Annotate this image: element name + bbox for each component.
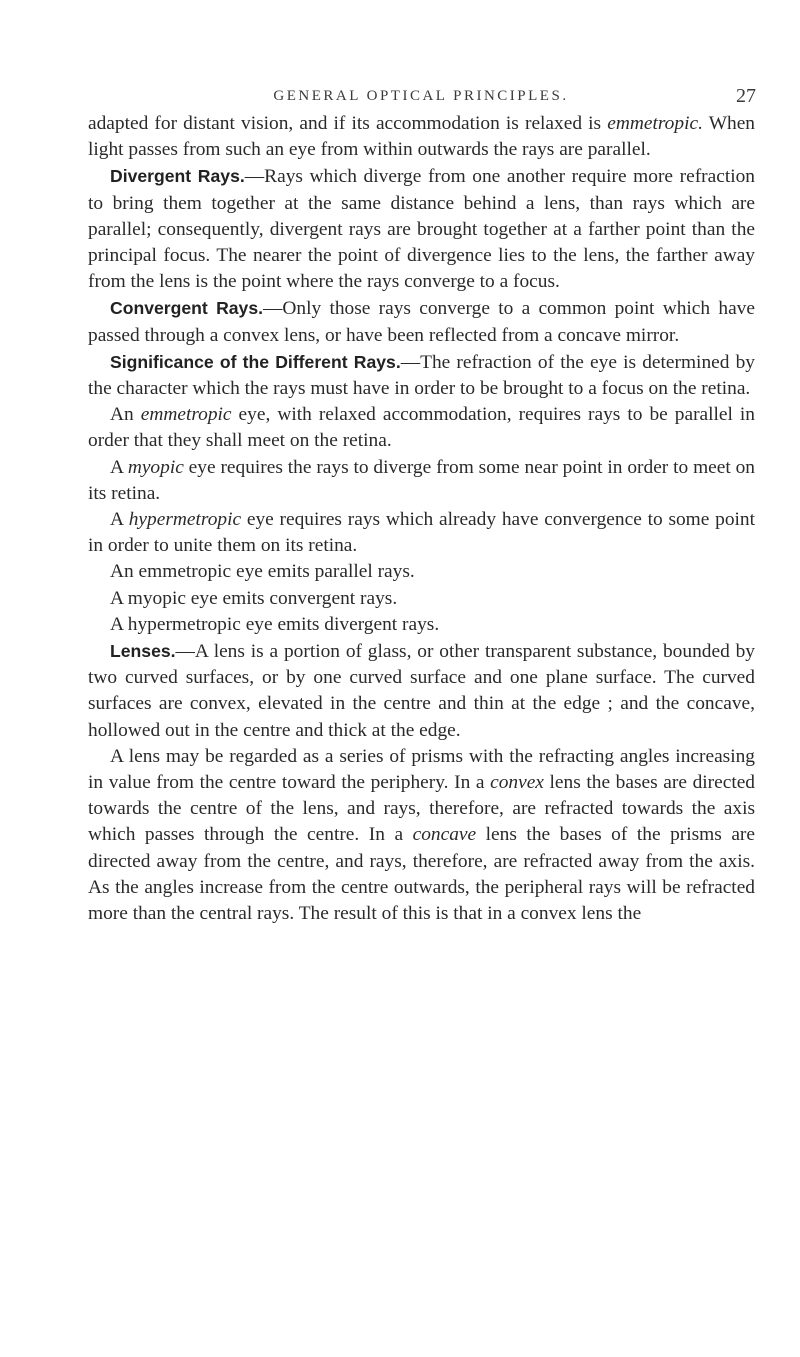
- term-convex: convex: [490, 772, 544, 794]
- section-heading-lenses: Lenses.: [110, 641, 176, 662]
- term-myopic: myopic: [127, 456, 184, 478]
- term-concave: concave: [412, 824, 477, 846]
- paragraph-emmetropic-eye: An emmetropic eye, with relaxed accommodation, requires rays to be parallel in order that they shall meet on the retina.: [88, 404, 756, 452]
- body-text: [88, 111, 755, 927]
- page-number: 27: [736, 85, 756, 107]
- paragraph-lens-prisms: A lens may be regarded as a series of prisms with the refracting angles increasing in value from the centre toward the periphery. In a convex lens the bases are directed towards the centre of the lens, and rays, therefore, are refracted towards the axis which passes through the centre. In a concave lens the bases of the prisms are directed away from the centre, and rays, therefore, are refracted away from the axis. As the angles increase from the centre outwards, the peripheral rays will be refracted more than the central rays. The result of this is that in a convex lens the: [88, 745, 756, 925]
- paragraph-myopic-eye: A myopic eye requires the rays to diverge from some near point in order to meet on its retina.: [88, 456, 756, 504]
- paragraph-myopic-emits: A myopic eye emits convergent rays.: [110, 587, 398, 609]
- paragraph-significance: Significance of the Different Rays.—The refraction of the eye is determined by the character which the rays must have in order to be brought to a focus on the retina.: [88, 351, 755, 400]
- paragraph-emmetropic-definition: adapted for distant vision, and if its accommodation is relaxed is emmetropic. When light passes from such an eye from within outwards the rays are parallel.: [88, 113, 756, 161]
- section-heading-divergent-rays: Divergent Rays.: [110, 166, 245, 187]
- paragraph-convergent-rays: Convergent Rays.—Only those rays converge to a common point which have passed through a convex lens, or have been reflected from a concave mirror.: [88, 298, 755, 346]
- section-heading-convergent-rays: Convergent Rays.: [110, 298, 264, 319]
- section-heading-significance: Significance of the Different Rays.: [110, 351, 401, 372]
- paragraph-emmetropic-emits: An emmetropic eye emits parallel rays.: [110, 561, 415, 583]
- paragraph-hypermetropic-eye: A hypermetropic eye requires rays which already have convergence to some point in order to unite them on its retina.: [88, 509, 756, 557]
- term-emmetropic: emmetropic.: [607, 113, 703, 134]
- page-header: [86, 85, 756, 112]
- paragraph-hypermetropic-emits: A hypermetropic eye emits divergent rays.: [110, 613, 440, 635]
- paragraph-lenses: Lenses.—A lens is a portion of glass, or other transparent substance, bounded by two curved surfaces, or by one curved surface and one plane surface. The curved surfaces are convex, elevated in the centre and thin at the edge ; and the concave, hollowed out in the centre and thick at the edge.: [88, 641, 755, 741]
- paragraph-divergent-rays: Divergent Rays.—Rays which diverge from one another require more refraction to bring them together at the same distance behind a lens, than rays which are parallel; consequently, divergent rays are brought together at a farther point than the principal focus. The nearer the point of divergence lies to the lens, the farther away from the lens is the point where the rays converge to a focus.: [88, 166, 756, 293]
- running-head: GENERAL OPTICAL PRINCIPLES.: [273, 88, 569, 104]
- term-emmetropic: emmetropic: [140, 404, 232, 426]
- term-hypermetropic: hypermetropic: [128, 509, 242, 531]
